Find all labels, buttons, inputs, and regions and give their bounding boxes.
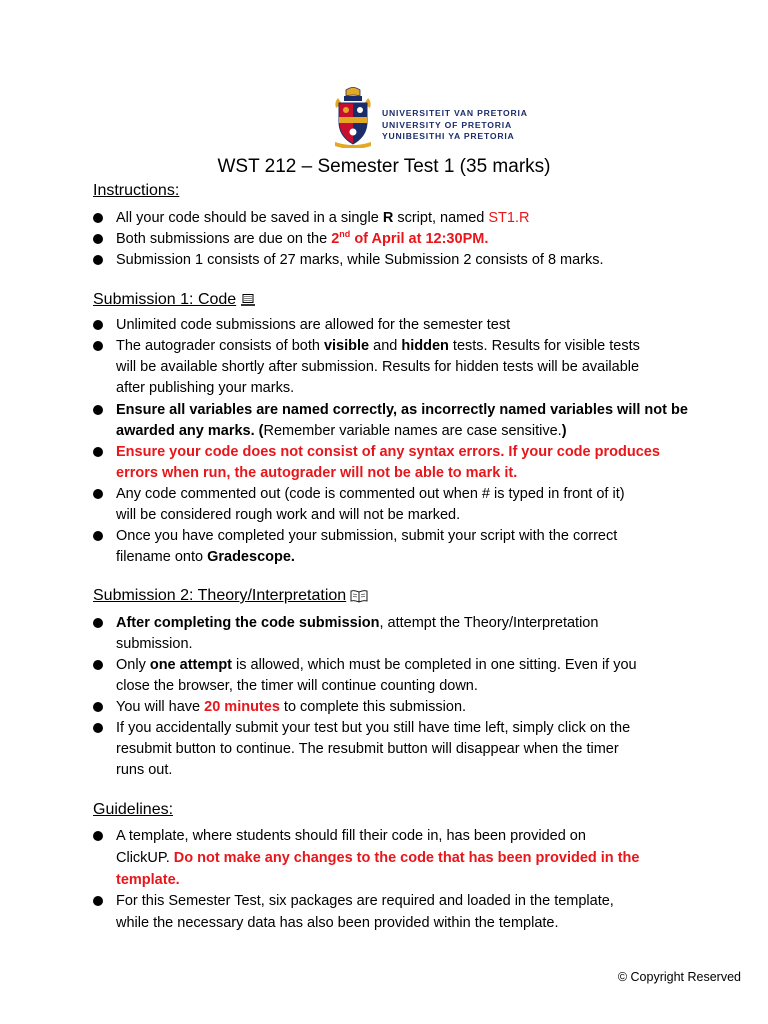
bullet-icon [93, 489, 103, 499]
university-name-af: UNIVERSITEIT VAN PRETORIA [382, 108, 528, 118]
bullet-icon [93, 831, 103, 841]
submission2-item-cont: resubmit button to continue. The resubmit button will disappear when the timer [116, 741, 619, 757]
submission1-item-cont: after publishing your marks. [116, 380, 295, 396]
instruction-item: All your code should be saved in a single R script, named ST1.R [116, 210, 530, 226]
submission1-item-cont: will be considered rough work and will not be marked. [116, 507, 461, 523]
university-logo [330, 86, 530, 148]
submission1-item-cont: will be available shortly after submission. Results for hidden tests will be available [116, 359, 640, 375]
guidelines-item: A template, where students should fill their code in, has been provided on [116, 828, 586, 844]
document-title: WST 212 – Semester Test 1 (35 marks) [217, 156, 551, 177]
submission2-item: If you accidentally submit your test but you still have time left, simply click on the [116, 720, 631, 736]
guidelines-item-cont: template. [116, 872, 180, 888]
submission1-item: Ensure your code does not consist of any syntax errors. If your code produces [116, 444, 660, 460]
submission1-item: Ensure all variables are named correctly, as incorrectly named variables will not be [116, 402, 688, 418]
submission1-item: The autograder consists of both visible and hidden tests. Results for visible tests [116, 338, 640, 354]
bullet-icon [93, 896, 103, 906]
bullet-icon [93, 723, 103, 733]
university-name-en: UNIVERSITY OF PRETORIA [382, 119, 512, 130]
crest-icon [330, 86, 376, 148]
guidelines-item-cont: ClickUP. Do not make any changes to the code that has been provided in the [116, 850, 640, 866]
laptop-icon [240, 293, 256, 307]
submission1-item-cont: filename onto Gradescope. [116, 549, 295, 565]
submission2-item-cont: close the browser, the timer will continue counting down. [116, 678, 478, 694]
submission2-heading: Submission 2: Theory/Interpretation [93, 587, 368, 605]
bullet-icon [93, 255, 103, 265]
submission1-item: Once you have completed your submission, submit your script with the correct [116, 528, 618, 544]
submission2-item: Only one attempt is allowed, which must be completed in one sitting. Even if you [116, 657, 637, 673]
guidelines-heading: Guidelines: [93, 801, 174, 818]
book-icon [350, 589, 368, 603]
submission1-item: Any code commented out (code is commented out when # is typed in front of it) [116, 486, 625, 502]
bullet-icon [93, 234, 103, 244]
bullet-icon [93, 447, 103, 457]
bullet-icon [93, 660, 103, 670]
bullet-icon [93, 702, 103, 712]
copyright-notice: © Copyright Reserved [617, 970, 741, 984]
guidelines-item: For this Semester Test, six packages are required and loaded in the template, [116, 893, 614, 909]
bullet-icon [93, 341, 103, 351]
submission2-item-cont: runs out. [116, 762, 173, 778]
bullet-icon [93, 618, 103, 628]
instruction-item: Submission 1 consists of 27 marks, while Submission 2 consists of 8 marks. [116, 252, 604, 268]
submission2-item-cont: submission. [116, 636, 193, 652]
submission1-item: Unlimited code submissions are allowed for the semester test [116, 317, 511, 333]
instructions-heading: Instructions: [93, 182, 180, 199]
bullet-icon [93, 213, 103, 223]
bullet-icon [93, 531, 103, 541]
submission1-item-cont: awarded any marks. (Remember variable names are case sensitive.) [116, 423, 567, 439]
submission2-item: After completing the code submission, attempt the Theory/Interpretation [116, 615, 599, 631]
submission1-item-cont: errors when run, the autograder will not be able to mark it. [116, 465, 518, 481]
university-name-nso: YUNIBESITHI YA PRETORIA [382, 131, 515, 141]
submission1-heading: Submission 1: Code [93, 291, 256, 309]
bullet-icon [93, 320, 103, 330]
guidelines-item-cont: while the necessary data has also been provided within the template. [116, 915, 559, 931]
submission2-item: You will have 20 minutes to complete this submission. [116, 699, 467, 715]
university-name [382, 108, 528, 143]
instruction-item: Both submissions are due on the 2nd of April at 12:30PM. [116, 229, 489, 247]
bullet-icon [93, 405, 103, 415]
